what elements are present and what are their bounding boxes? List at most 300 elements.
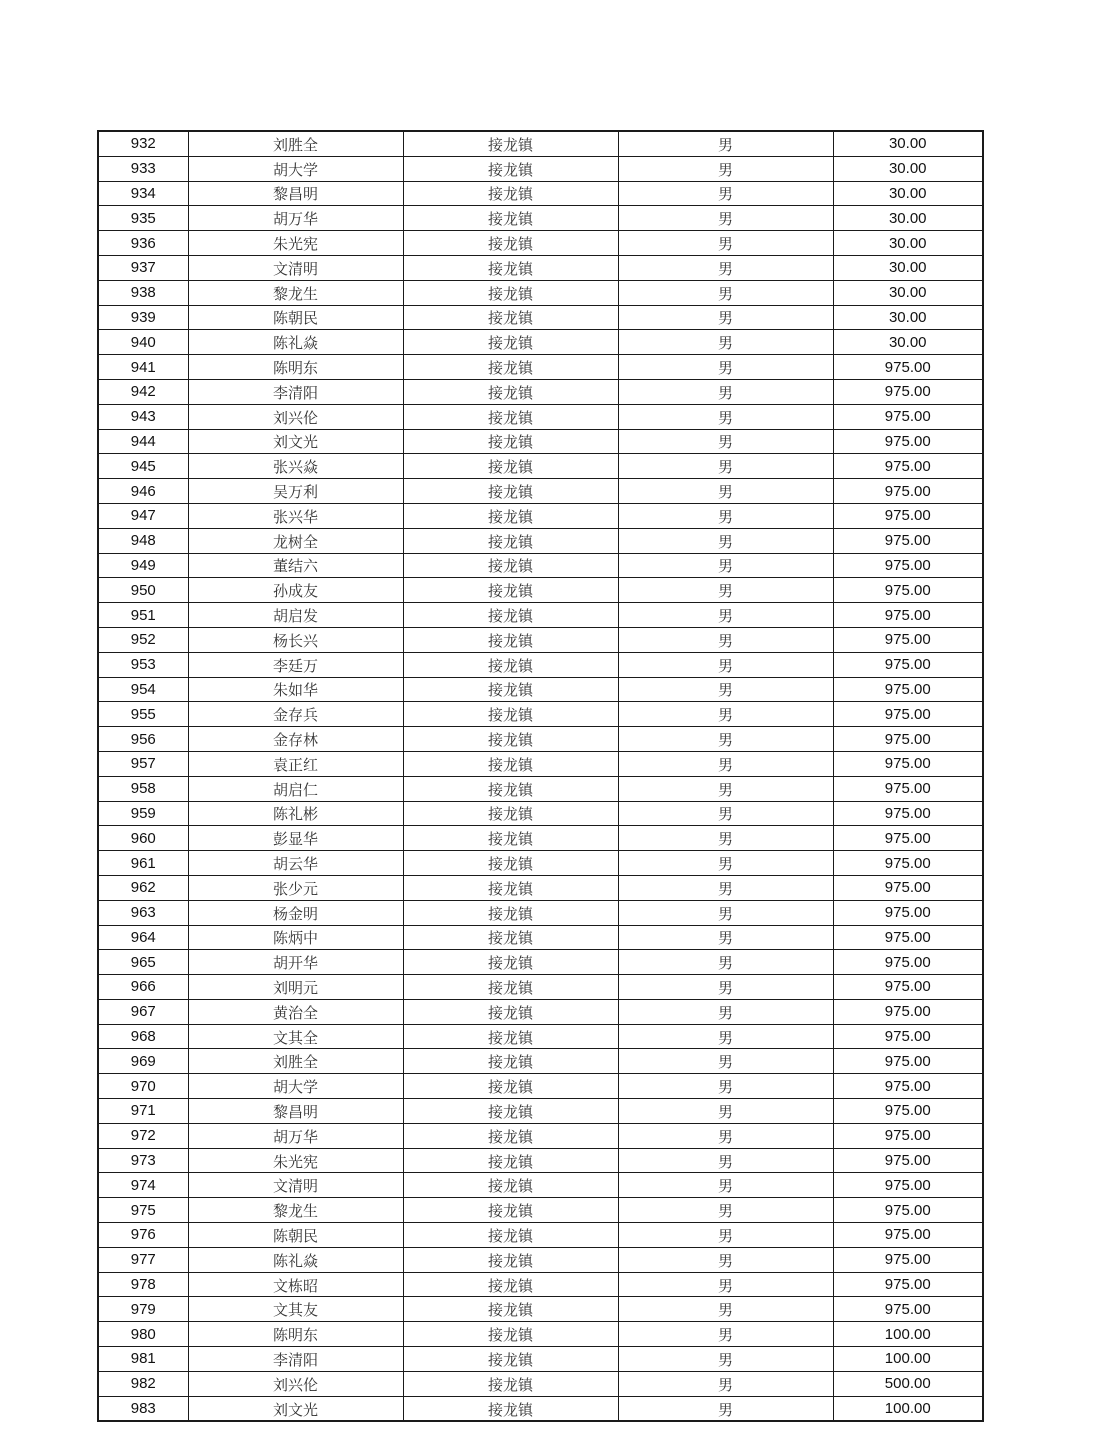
- town-cell: 接龙镇: [403, 454, 618, 479]
- name-cell: 李清阳: [188, 379, 403, 404]
- town-cell: 接龙镇: [403, 1272, 618, 1297]
- name-cell: 孙成友: [188, 578, 403, 603]
- data-table: [97, 130, 984, 1422]
- row-number-cell: 983: [98, 1396, 188, 1421]
- name-cell: 刘胜全: [188, 1049, 403, 1074]
- row-number-cell: 974: [98, 1173, 188, 1198]
- row-number-cell: 954: [98, 677, 188, 702]
- amount-cell: 30.00: [833, 330, 983, 355]
- gender-cell: 男: [618, 206, 833, 231]
- gender-cell: 男: [618, 776, 833, 801]
- name-cell: 金存兵: [188, 702, 403, 727]
- gender-cell: 男: [618, 925, 833, 950]
- town-cell: 接龙镇: [403, 999, 618, 1024]
- town-cell: 接龙镇: [403, 1297, 618, 1322]
- table-row: [98, 925, 983, 950]
- gender-cell: 男: [618, 479, 833, 504]
- table-row: [98, 900, 983, 925]
- row-number-cell: 956: [98, 727, 188, 752]
- amount-cell: 100.00: [833, 1322, 983, 1347]
- amount-cell: 975.00: [833, 1024, 983, 1049]
- town-cell: 接龙镇: [403, 1198, 618, 1223]
- name-cell: 朱光宪: [188, 231, 403, 256]
- name-cell: 胡开华: [188, 950, 403, 975]
- town-cell: 接龙镇: [403, 751, 618, 776]
- amount-cell: 975.00: [833, 851, 983, 876]
- table-row: [98, 131, 983, 156]
- name-cell: 杨长兴: [188, 627, 403, 652]
- gender-cell: 男: [618, 1198, 833, 1223]
- town-cell: 接龙镇: [403, 1074, 618, 1099]
- name-cell: 陈礼焱: [188, 1247, 403, 1272]
- amount-cell: 975.00: [833, 652, 983, 677]
- row-number-cell: 940: [98, 330, 188, 355]
- name-cell: 黎昌明: [188, 181, 403, 206]
- row-number-cell: 951: [98, 603, 188, 628]
- name-cell: 金存林: [188, 727, 403, 752]
- gender-cell: 男: [618, 1099, 833, 1124]
- amount-cell: 975.00: [833, 975, 983, 1000]
- town-cell: 接龙镇: [403, 1396, 618, 1421]
- gender-cell: 男: [618, 528, 833, 553]
- town-cell: 接龙镇: [403, 975, 618, 1000]
- row-number-cell: 947: [98, 503, 188, 528]
- gender-cell: 男: [618, 280, 833, 305]
- table-row: [98, 1371, 983, 1396]
- name-cell: 陈礼彬: [188, 801, 403, 826]
- table-row: [98, 627, 983, 652]
- table-row: [98, 851, 983, 876]
- amount-cell: 975.00: [833, 1148, 983, 1173]
- amount-cell: 975.00: [833, 727, 983, 752]
- amount-cell: 975.00: [833, 603, 983, 628]
- table-row: [98, 528, 983, 553]
- row-number-cell: 934: [98, 181, 188, 206]
- name-cell: 胡云华: [188, 851, 403, 876]
- name-cell: 胡万华: [188, 1123, 403, 1148]
- row-number-cell: 936: [98, 231, 188, 256]
- table-row: [98, 999, 983, 1024]
- row-number-cell: 938: [98, 280, 188, 305]
- amount-cell: 30.00: [833, 156, 983, 181]
- name-cell: 朱如华: [188, 677, 403, 702]
- row-number-cell: 941: [98, 355, 188, 380]
- table-row: [98, 1198, 983, 1223]
- row-number-cell: 937: [98, 255, 188, 280]
- table-row: [98, 1148, 983, 1173]
- town-cell: 接龙镇: [403, 528, 618, 553]
- amount-cell: 975.00: [833, 404, 983, 429]
- town-cell: 接龙镇: [403, 826, 618, 851]
- gender-cell: 男: [618, 801, 833, 826]
- name-cell: 刘明元: [188, 975, 403, 1000]
- town-cell: 接龙镇: [403, 578, 618, 603]
- gender-cell: 男: [618, 1173, 833, 1198]
- town-cell: 接龙镇: [403, 1123, 618, 1148]
- amount-cell: 975.00: [833, 1247, 983, 1272]
- row-number-cell: 972: [98, 1123, 188, 1148]
- table-row: [98, 1396, 983, 1421]
- name-cell: 胡启发: [188, 603, 403, 628]
- gender-cell: 男: [618, 553, 833, 578]
- table-row: [98, 578, 983, 603]
- gender-cell: 男: [618, 1024, 833, 1049]
- table-row: [98, 1223, 983, 1248]
- amount-cell: 975.00: [833, 479, 983, 504]
- amount-cell: 975.00: [833, 826, 983, 851]
- table-row: [98, 1297, 983, 1322]
- table-row: [98, 255, 983, 280]
- town-cell: 接龙镇: [403, 280, 618, 305]
- name-cell: 文其全: [188, 1024, 403, 1049]
- amount-cell: 975.00: [833, 702, 983, 727]
- table-row: [98, 875, 983, 900]
- town-cell: 接龙镇: [403, 875, 618, 900]
- town-cell: 接龙镇: [403, 231, 618, 256]
- row-number-cell: 955: [98, 702, 188, 727]
- name-cell: 文清明: [188, 255, 403, 280]
- name-cell: 陈明东: [188, 1322, 403, 1347]
- amount-cell: 975.00: [833, 1074, 983, 1099]
- row-number-cell: 953: [98, 652, 188, 677]
- row-number-cell: 971: [98, 1099, 188, 1124]
- table-row: [98, 1247, 983, 1272]
- name-cell: 文清明: [188, 1173, 403, 1198]
- name-cell: 朱光宪: [188, 1148, 403, 1173]
- amount-cell: 975.00: [833, 801, 983, 826]
- gender-cell: 男: [618, 1297, 833, 1322]
- amount-cell: 975.00: [833, 1223, 983, 1248]
- name-cell: 袁正红: [188, 751, 403, 776]
- amount-cell: 975.00: [833, 553, 983, 578]
- name-cell: 陈朝民: [188, 1223, 403, 1248]
- name-cell: 张兴焱: [188, 454, 403, 479]
- table-row: [98, 727, 983, 752]
- town-cell: 接龙镇: [403, 950, 618, 975]
- amount-cell: 975.00: [833, 1297, 983, 1322]
- gender-cell: 男: [618, 503, 833, 528]
- row-number-cell: 967: [98, 999, 188, 1024]
- row-number-cell: 964: [98, 925, 188, 950]
- amount-cell: 975.00: [833, 355, 983, 380]
- row-number-cell: 939: [98, 305, 188, 330]
- table-row: [98, 1074, 983, 1099]
- gender-cell: 男: [618, 875, 833, 900]
- row-number-cell: 950: [98, 578, 188, 603]
- town-cell: 接龙镇: [403, 429, 618, 454]
- town-cell: 接龙镇: [403, 330, 618, 355]
- row-number-cell: 965: [98, 950, 188, 975]
- town-cell: 接龙镇: [403, 776, 618, 801]
- town-cell: 接龙镇: [403, 900, 618, 925]
- row-number-cell: 976: [98, 1223, 188, 1248]
- name-cell: 胡启仁: [188, 776, 403, 801]
- row-number-cell: 946: [98, 479, 188, 504]
- row-number-cell: 975: [98, 1198, 188, 1223]
- amount-cell: 975.00: [833, 875, 983, 900]
- name-cell: 陈礼焱: [188, 330, 403, 355]
- amount-cell: 975.00: [833, 950, 983, 975]
- amount-cell: 975.00: [833, 578, 983, 603]
- town-cell: 接龙镇: [403, 1322, 618, 1347]
- table-row: [98, 330, 983, 355]
- row-number-cell: 957: [98, 751, 188, 776]
- amount-cell: 975.00: [833, 776, 983, 801]
- row-number-cell: 960: [98, 826, 188, 851]
- gender-cell: 男: [618, 900, 833, 925]
- town-cell: 接龙镇: [403, 1371, 618, 1396]
- town-cell: 接龙镇: [403, 801, 618, 826]
- amount-cell: 975.00: [833, 379, 983, 404]
- table-row: [98, 429, 983, 454]
- town-cell: 接龙镇: [403, 305, 618, 330]
- gender-cell: 男: [618, 305, 833, 330]
- name-cell: 董结六: [188, 553, 403, 578]
- amount-cell: 975.00: [833, 503, 983, 528]
- amount-cell: 975.00: [833, 528, 983, 553]
- gender-cell: 男: [618, 826, 833, 851]
- row-number-cell: 966: [98, 975, 188, 1000]
- town-cell: 接龙镇: [403, 255, 618, 280]
- amount-cell: 975.00: [833, 925, 983, 950]
- amount-cell: 500.00: [833, 1371, 983, 1396]
- table-row: [98, 355, 983, 380]
- name-cell: 胡万华: [188, 206, 403, 231]
- name-cell: 李清阳: [188, 1347, 403, 1372]
- amount-cell: 975.00: [833, 1272, 983, 1297]
- row-number-cell: 963: [98, 900, 188, 925]
- table-body: [98, 131, 983, 1421]
- amount-cell: 30.00: [833, 231, 983, 256]
- table-row: [98, 702, 983, 727]
- amount-cell: 975.00: [833, 454, 983, 479]
- table-row: [98, 206, 983, 231]
- name-cell: 黎龙生: [188, 280, 403, 305]
- town-cell: 接龙镇: [403, 1099, 618, 1124]
- town-cell: 接龙镇: [403, 404, 618, 429]
- amount-cell: 30.00: [833, 181, 983, 206]
- name-cell: 黎龙生: [188, 1198, 403, 1223]
- name-cell: 陈炳中: [188, 925, 403, 950]
- row-number-cell: 942: [98, 379, 188, 404]
- row-number-cell: 933: [98, 156, 188, 181]
- name-cell: 刘兴伦: [188, 1371, 403, 1396]
- amount-cell: 975.00: [833, 1173, 983, 1198]
- town-cell: 接龙镇: [403, 652, 618, 677]
- table-row: [98, 454, 983, 479]
- amount-cell: 975.00: [833, 677, 983, 702]
- row-number-cell: 961: [98, 851, 188, 876]
- name-cell: 李廷万: [188, 652, 403, 677]
- name-cell: 陈朝民: [188, 305, 403, 330]
- gender-cell: 男: [618, 1347, 833, 1372]
- gender-cell: 男: [618, 727, 833, 752]
- name-cell: 杨金明: [188, 900, 403, 925]
- name-cell: 陈明东: [188, 355, 403, 380]
- gender-cell: 男: [618, 1049, 833, 1074]
- town-cell: 接龙镇: [403, 131, 618, 156]
- row-number-cell: 935: [98, 206, 188, 231]
- gender-cell: 男: [618, 950, 833, 975]
- town-cell: 接龙镇: [403, 1049, 618, 1074]
- row-number-cell: 979: [98, 1297, 188, 1322]
- table-row: [98, 305, 983, 330]
- table-row: [98, 280, 983, 305]
- town-cell: 接龙镇: [403, 1247, 618, 1272]
- gender-cell: 男: [618, 330, 833, 355]
- gender-cell: 男: [618, 131, 833, 156]
- row-number-cell: 969: [98, 1049, 188, 1074]
- amount-cell: 975.00: [833, 1198, 983, 1223]
- town-cell: 接龙镇: [403, 479, 618, 504]
- table-row: [98, 1099, 983, 1124]
- town-cell: 接龙镇: [403, 379, 618, 404]
- table-row: [98, 1024, 983, 1049]
- row-number-cell: 952: [98, 627, 188, 652]
- gender-cell: 男: [618, 1272, 833, 1297]
- town-cell: 接龙镇: [403, 702, 618, 727]
- gender-cell: 男: [618, 851, 833, 876]
- row-number-cell: 949: [98, 553, 188, 578]
- row-number-cell: 970: [98, 1074, 188, 1099]
- row-number-cell: 948: [98, 528, 188, 553]
- gender-cell: 男: [618, 702, 833, 727]
- gender-cell: 男: [618, 1322, 833, 1347]
- gender-cell: 男: [618, 677, 833, 702]
- name-cell: 刘胜全: [188, 131, 403, 156]
- amount-cell: 30.00: [833, 280, 983, 305]
- town-cell: 接龙镇: [403, 1223, 618, 1248]
- table-row: [98, 751, 983, 776]
- amount-cell: 30.00: [833, 255, 983, 280]
- gender-cell: 男: [618, 578, 833, 603]
- amount-cell: 975.00: [833, 1049, 983, 1074]
- gender-cell: 男: [618, 231, 833, 256]
- row-number-cell: 982: [98, 1371, 188, 1396]
- table-row: [98, 826, 983, 851]
- gender-cell: 男: [618, 454, 833, 479]
- table-row: [98, 801, 983, 826]
- town-cell: 接龙镇: [403, 677, 618, 702]
- table-row: [98, 553, 983, 578]
- amount-cell: 975.00: [833, 751, 983, 776]
- name-cell: 黎昌明: [188, 1099, 403, 1124]
- town-cell: 接龙镇: [403, 181, 618, 206]
- row-number-cell: 977: [98, 1247, 188, 1272]
- gender-cell: 男: [618, 652, 833, 677]
- table-row: [98, 1049, 983, 1074]
- table-row: [98, 1322, 983, 1347]
- gender-cell: 男: [618, 751, 833, 776]
- name-cell: 张兴华: [188, 503, 403, 528]
- gender-cell: 男: [618, 1371, 833, 1396]
- town-cell: 接龙镇: [403, 1148, 618, 1173]
- table-row: [98, 1173, 983, 1198]
- row-number-cell: 981: [98, 1347, 188, 1372]
- table-row: [98, 1123, 983, 1148]
- gender-cell: 男: [618, 429, 833, 454]
- town-cell: 接龙镇: [403, 603, 618, 628]
- row-number-cell: 944: [98, 429, 188, 454]
- amount-cell: 30.00: [833, 206, 983, 231]
- gender-cell: 男: [618, 355, 833, 380]
- town-cell: 接龙镇: [403, 1347, 618, 1372]
- town-cell: 接龙镇: [403, 1024, 618, 1049]
- gender-cell: 男: [618, 1148, 833, 1173]
- town-cell: 接龙镇: [403, 851, 618, 876]
- gender-cell: 男: [618, 379, 833, 404]
- table-row: [98, 231, 983, 256]
- name-cell: 吴万利: [188, 479, 403, 504]
- amount-cell: 975.00: [833, 999, 983, 1024]
- name-cell: 文其友: [188, 1297, 403, 1322]
- gender-cell: 男: [618, 404, 833, 429]
- town-cell: 接龙镇: [403, 925, 618, 950]
- town-cell: 接龙镇: [403, 727, 618, 752]
- gender-cell: 男: [618, 156, 833, 181]
- gender-cell: 男: [618, 181, 833, 206]
- amount-cell: 975.00: [833, 627, 983, 652]
- table-row: [98, 479, 983, 504]
- town-cell: 接龙镇: [403, 503, 618, 528]
- gender-cell: 男: [618, 1223, 833, 1248]
- amount-cell: 975.00: [833, 1123, 983, 1148]
- row-number-cell: 943: [98, 404, 188, 429]
- town-cell: 接龙镇: [403, 553, 618, 578]
- amount-cell: 30.00: [833, 305, 983, 330]
- table-row: [98, 156, 983, 181]
- table-row: [98, 1347, 983, 1372]
- row-number-cell: 980: [98, 1322, 188, 1347]
- table-row: [98, 503, 983, 528]
- amount-cell: 975.00: [833, 900, 983, 925]
- row-number-cell: 959: [98, 801, 188, 826]
- name-cell: 胡大学: [188, 156, 403, 181]
- table-row: [98, 677, 983, 702]
- amount-cell: 975.00: [833, 429, 983, 454]
- table-row: [98, 181, 983, 206]
- name-cell: 张少元: [188, 875, 403, 900]
- name-cell: 文栋昭: [188, 1272, 403, 1297]
- row-number-cell: 978: [98, 1272, 188, 1297]
- table-row: [98, 404, 983, 429]
- row-number-cell: 973: [98, 1148, 188, 1173]
- name-cell: 龙树全: [188, 528, 403, 553]
- town-cell: 接龙镇: [403, 355, 618, 380]
- amount-cell: 975.00: [833, 1099, 983, 1124]
- town-cell: 接龙镇: [403, 156, 618, 181]
- gender-cell: 男: [618, 603, 833, 628]
- name-cell: 彭显华: [188, 826, 403, 851]
- gender-cell: 男: [618, 1074, 833, 1099]
- name-cell: 刘兴伦: [188, 404, 403, 429]
- gender-cell: 男: [618, 999, 833, 1024]
- amount-cell: 100.00: [833, 1347, 983, 1372]
- amount-cell: 30.00: [833, 131, 983, 156]
- table-row: [98, 652, 983, 677]
- town-cell: 接龙镇: [403, 206, 618, 231]
- name-cell: 刘文光: [188, 429, 403, 454]
- town-cell: 接龙镇: [403, 1173, 618, 1198]
- table-row: [98, 776, 983, 801]
- table-row: [98, 975, 983, 1000]
- row-number-cell: 958: [98, 776, 188, 801]
- name-cell: 胡大学: [188, 1074, 403, 1099]
- name-cell: 黄治全: [188, 999, 403, 1024]
- table-row: [98, 950, 983, 975]
- gender-cell: 男: [618, 1247, 833, 1272]
- row-number-cell: 962: [98, 875, 188, 900]
